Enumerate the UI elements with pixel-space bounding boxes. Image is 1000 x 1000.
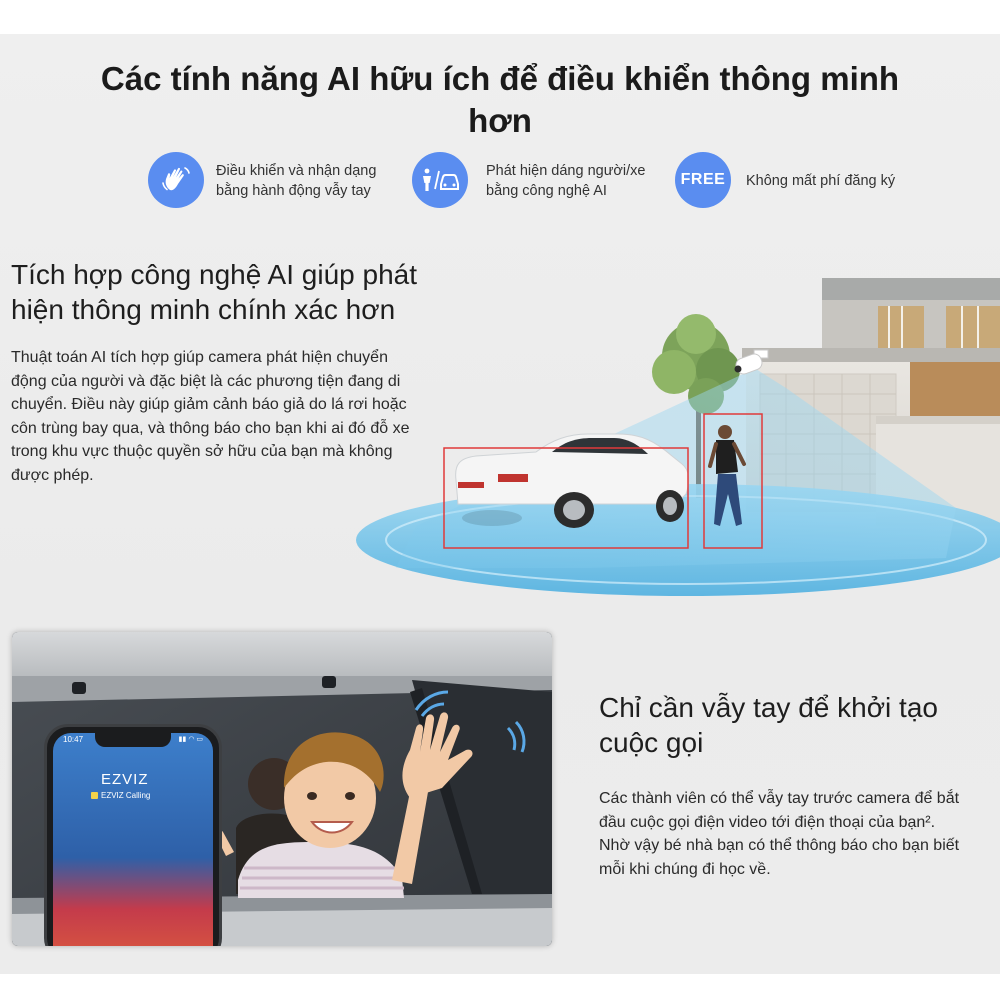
free-badge-label: FREE (680, 171, 726, 188)
section1-body-line: chuyển. Điều này giúp giảm cảnh báo giả do lá rơi hoặc (11, 396, 407, 413)
feature-free-line1: Không mất phí đăng ký (746, 173, 896, 189)
section1-body-line: động của người và đặc biệt là các phương tiện đang di (11, 372, 401, 390)
feature-detection-text (486, 161, 646, 201)
feature-gesture-line1: Điều khiển và nhận dạng (216, 163, 377, 179)
waving-hand-icon (148, 152, 204, 208)
section1-body-line: được phép. (11, 466, 94, 484)
phone-app-label: EZVIZ Calling (101, 791, 151, 800)
feature-gesture-text (216, 161, 376, 201)
feature-gesture-line2: bằng hành động vẫy tay (216, 183, 371, 199)
section2-body-line: đầu cuộc gọi điện video tới điện thoại của bạn². (599, 813, 936, 831)
section2-heading (599, 690, 989, 760)
section1-body-line: trong khu vực thuộc quyền sở hữu của bạn mà không (11, 443, 393, 460)
phone-status-icons: ▮▮ ◠ ▭ (178, 736, 203, 743)
child-waving-photo (12, 632, 552, 946)
free-badge-icon (675, 152, 731, 208)
section2-body-line: Các thành viên có thể vẫy tay trước camera để bắt (599, 790, 960, 807)
phone-notch (95, 733, 171, 747)
phone-brand: EZVIZ (101, 771, 149, 788)
section1-heading-line1: Tích hợp công nghệ AI giúp phát (11, 259, 417, 290)
section2-body-line: mỗi khi chúng đi học về. (599, 860, 771, 878)
feature-detection-line2: bằng công nghệ AI (486, 183, 607, 199)
section2-body-line: Nhờ vậy bé nhà bạn có thể thông báo cho bạn biết (599, 837, 960, 854)
feature-free-text (746, 171, 895, 191)
phone-mockup (44, 724, 222, 946)
feature-detection-line1: Phát hiện dáng người/xe (486, 163, 646, 179)
section2-body (599, 787, 994, 881)
phone-app-row (91, 791, 150, 800)
section1-body-line: côn trùng bay qua, và thông báo cho bạn khi ai đó đỗ xe (11, 419, 410, 437)
ezviz-app-icon (91, 792, 98, 799)
page-title (100, 58, 900, 142)
section2-heading-line2: cuộc gọi (599, 727, 704, 758)
page-title-line1: Các tính năng AI hữu ích để điều khiển thông minh (100, 60, 900, 97)
person-vehicle-icon (412, 152, 468, 208)
section2-heading-line1: Chỉ cần vẫy tay để khởi tạo (599, 692, 938, 723)
section1-body-line: Thuật toán AI tích hợp giúp camera phát hiện chuyển (11, 349, 388, 366)
phone-time: 10:47 (63, 735, 84, 744)
ai-detection-illustration (356, 268, 1000, 608)
section1-heading-line2: hiện thông minh chính xác hơn (11, 294, 396, 325)
phone-screen (53, 733, 213, 946)
page-title-line2: hơn (468, 102, 532, 139)
